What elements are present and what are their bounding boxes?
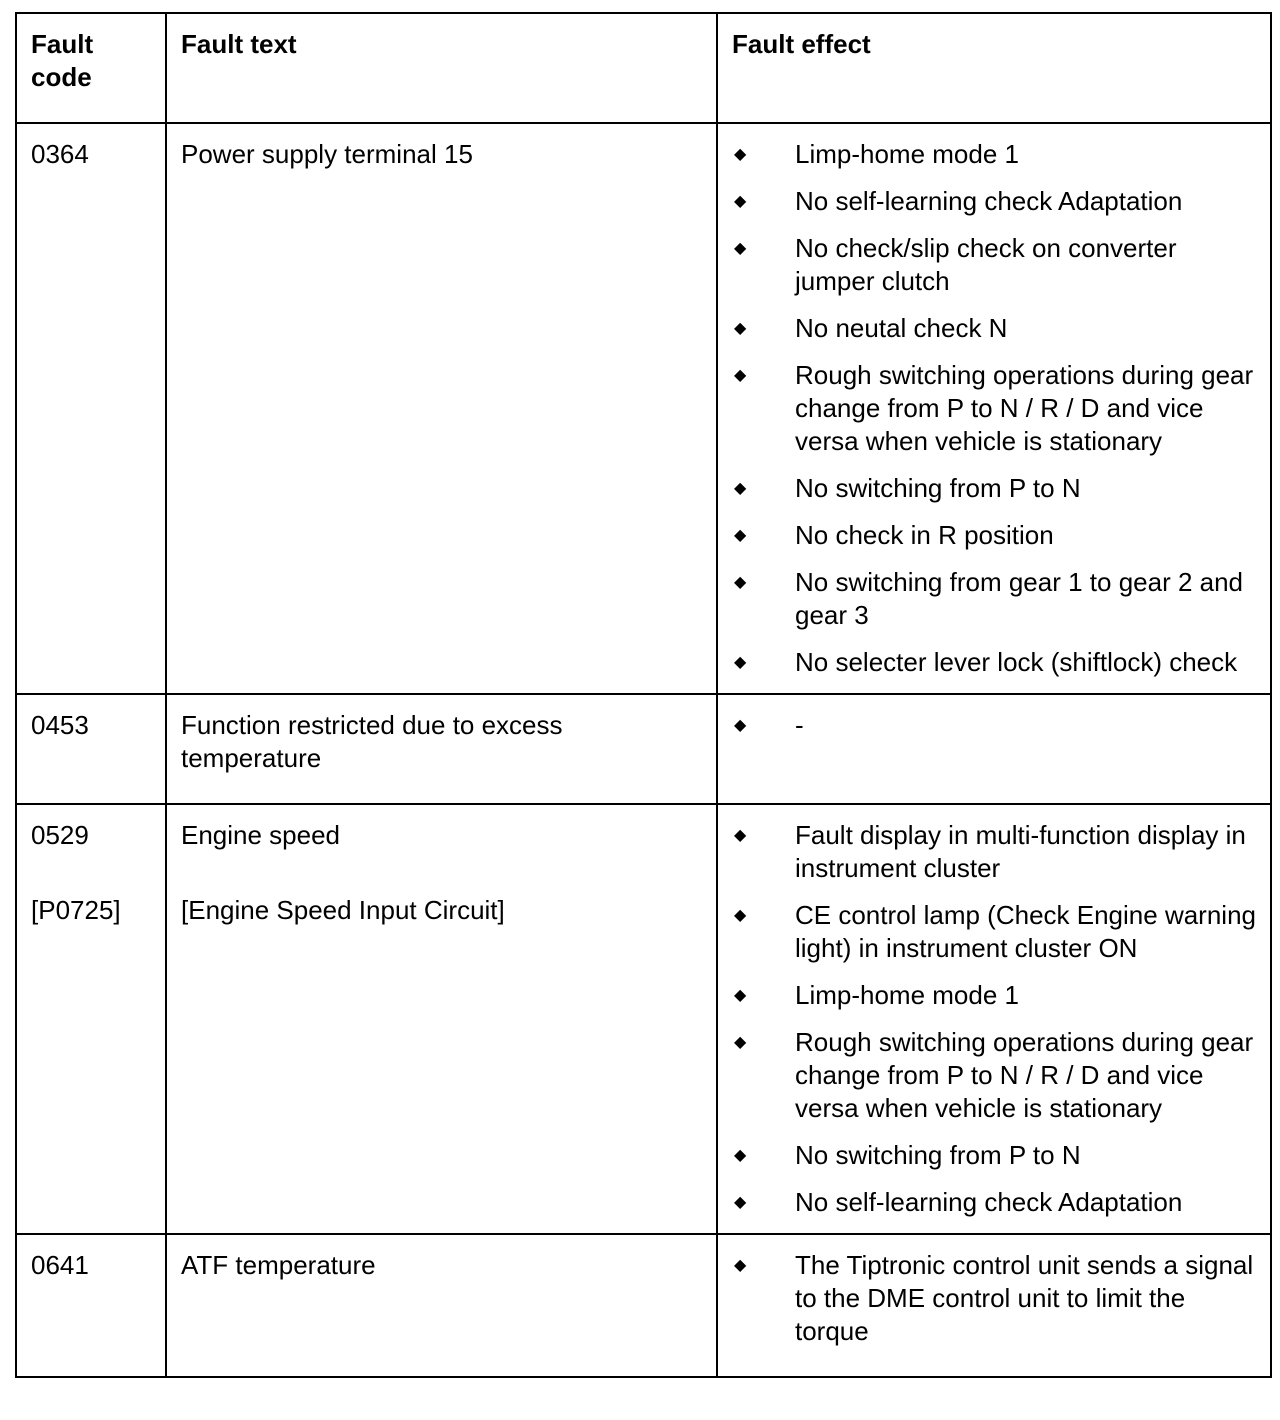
diamond-bullet-icon: ◆ xyxy=(734,146,747,163)
diamond-bullet-icon: ◆ xyxy=(734,1034,747,1051)
effect-item xyxy=(732,646,1256,679)
fault-effect-cell xyxy=(717,804,1271,1234)
fault-code: 0641 xyxy=(31,1250,89,1280)
effect-list xyxy=(732,709,1256,742)
effect-item xyxy=(732,819,1256,885)
effect-item xyxy=(732,232,1256,298)
header-fault-effect: Fault effect xyxy=(717,13,1271,123)
fault-effect-cell xyxy=(717,123,1271,694)
diamond-bullet-icon: ◆ xyxy=(734,367,747,384)
table-row xyxy=(16,123,1271,694)
fault-code: 0364 xyxy=(31,139,89,169)
diamond-bullet-icon: ◆ xyxy=(734,827,747,844)
fault-effect-cell xyxy=(717,694,1271,804)
effect-text: CE control lamp (Check Engine warning light) in instrument cluster ON xyxy=(795,900,1256,963)
effect-text: No selecter lever lock (shiftlock) check xyxy=(795,647,1238,677)
diamond-bullet-icon: ◆ xyxy=(734,527,747,544)
table-row xyxy=(16,804,1271,1234)
table-row xyxy=(16,1234,1271,1377)
effect-item xyxy=(732,979,1256,1012)
effect-item xyxy=(732,472,1256,505)
diamond-bullet-icon: ◆ xyxy=(734,480,747,497)
diamond-bullet-icon: ◆ xyxy=(734,1194,747,1211)
effect-item xyxy=(732,519,1256,552)
effect-text: No check in R position xyxy=(795,520,1054,550)
header-row xyxy=(16,13,1271,123)
effect-text: The Tiptronic control unit sends a signal to the DME control unit to limit the torque xyxy=(795,1250,1254,1346)
effect-item xyxy=(732,566,1256,632)
fault-table xyxy=(15,12,1272,1378)
effect-item xyxy=(732,709,1256,742)
effect-text: No switching from gear 1 to gear 2 and gear 3 xyxy=(795,567,1244,630)
effect-item xyxy=(732,1139,1256,1172)
effect-text: - xyxy=(795,710,804,740)
table-row xyxy=(16,694,1271,804)
diamond-bullet-icon: ◆ xyxy=(734,193,747,210)
effect-text: No neutal check N xyxy=(795,313,1008,343)
fault-code: 0529 xyxy=(31,820,89,850)
fault-code-cell xyxy=(16,123,166,694)
effect-text: No check/slip check on converter jumper clutch xyxy=(795,233,1177,296)
header-fault-code: Fault code xyxy=(16,13,166,123)
fault-text-obd: [Engine Speed Input Circuit] xyxy=(181,895,505,925)
fault-code-obd: [P0725] xyxy=(31,895,121,925)
effect-text: No switching from P to N xyxy=(795,473,1081,503)
effect-list xyxy=(732,1249,1256,1348)
fault-text: Engine speed xyxy=(181,820,341,850)
diamond-bullet-icon: ◆ xyxy=(734,717,747,734)
diamond-bullet-icon: ◆ xyxy=(734,654,747,671)
effect-text: Limp-home mode 1 xyxy=(795,139,1019,169)
effect-text: No self-learning check Adaptation xyxy=(795,1187,1183,1217)
diamond-bullet-icon: ◆ xyxy=(734,1257,747,1274)
effect-item xyxy=(732,1026,1256,1125)
effect-text: Limp-home mode 1 xyxy=(795,980,1019,1010)
fault-effect-cell xyxy=(717,1234,1271,1377)
effect-text: Rough switching operations during gear change from P to N / R / D and vice versa when vehicle is stationary xyxy=(795,360,1254,456)
diamond-bullet-icon: ◆ xyxy=(734,320,747,337)
header-fault-text: Fault text xyxy=(166,13,717,123)
fault-text: Function restricted due to excess temperature xyxy=(181,710,563,773)
diamond-bullet-icon: ◆ xyxy=(734,907,747,924)
fault-text: Power supply terminal 15 xyxy=(181,139,473,169)
effect-list xyxy=(732,819,1256,1219)
effect-item xyxy=(732,359,1256,458)
effect-text: Fault display in multi-function display in instrument cluster xyxy=(795,820,1246,883)
effect-text: No switching from P to N xyxy=(795,1140,1081,1170)
fault-text-cell xyxy=(166,123,717,694)
diamond-bullet-icon: ◆ xyxy=(734,987,747,1004)
fault-text-cell xyxy=(166,1234,717,1377)
effect-item xyxy=(732,185,1256,218)
fault-code: 0453 xyxy=(31,710,89,740)
fault-code-cell xyxy=(16,694,166,804)
diamond-bullet-icon: ◆ xyxy=(734,1147,747,1164)
fault-text-cell xyxy=(166,804,717,1234)
effect-item xyxy=(732,899,1256,965)
fault-code-cell xyxy=(16,804,166,1234)
effect-text: Rough switching operations during gear change from P to N / R / D and vice versa when vehicle is stationary xyxy=(795,1027,1254,1123)
effect-item xyxy=(732,1249,1256,1348)
fault-code-cell xyxy=(16,1234,166,1377)
diamond-bullet-icon: ◆ xyxy=(734,574,747,591)
effect-text: No self-learning check Adaptation xyxy=(795,186,1183,216)
effect-list xyxy=(732,138,1256,679)
fault-text: ATF temperature xyxy=(181,1250,376,1280)
fault-text-cell xyxy=(166,694,717,804)
effect-item xyxy=(732,1186,1256,1219)
effect-item xyxy=(732,312,1256,345)
effect-item xyxy=(732,138,1256,171)
diamond-bullet-icon: ◆ xyxy=(734,240,747,257)
